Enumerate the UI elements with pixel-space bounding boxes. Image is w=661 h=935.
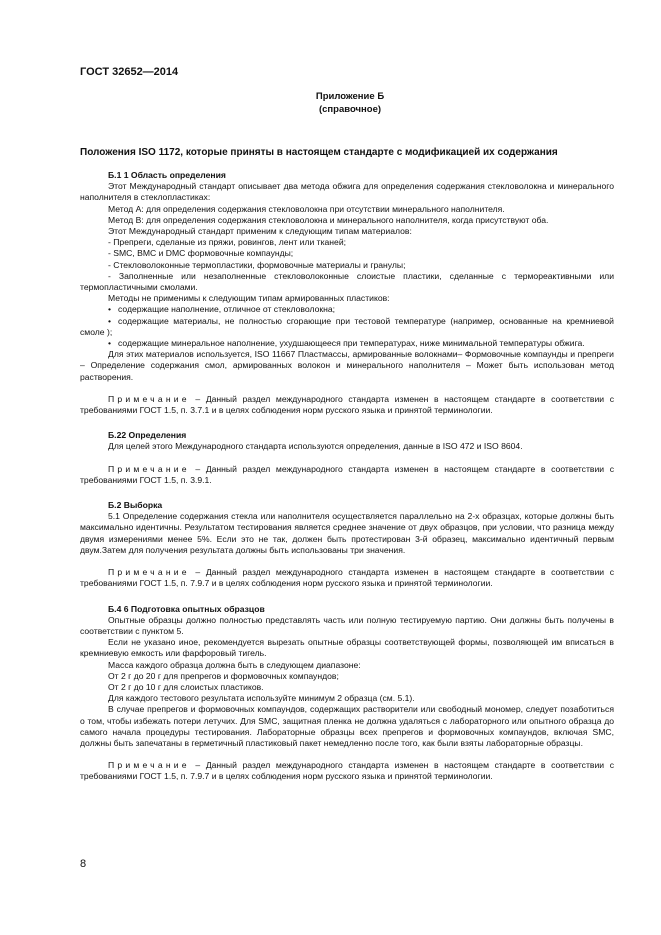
bullet-item [80, 304, 614, 315]
note [80, 760, 614, 782]
bullet-item [80, 316, 614, 338]
note-text: – Данный раздел международного стандарта изменен в настоящем стандарте в соответствии с требованиями ГОСТ 1.5, п. 7.9.7 и в целях соблюдения норм русского языка и принятой терминологии. [80, 567, 614, 589]
main-title: Положения ISO 1172, которые приняты в настоящем стандарте с модификацией их содержания [80, 147, 558, 158]
note [80, 567, 614, 589]
bullet-icon: • [108, 338, 112, 349]
page-number: 8 [80, 858, 87, 870]
note-label: Примечание [108, 463, 190, 474]
bullet-item [80, 338, 614, 349]
section-heading: Б.22 Определения [108, 430, 187, 441]
note-label: Примечание [108, 567, 190, 578]
section-heading: Б.2 Выборка [108, 500, 163, 511]
note-text: – Данный раздел международного стандарта изменен в настоящем стандарте в соответствии с требованиями ГОСТ 1.5, п. 3.9.1. [80, 463, 614, 485]
paragraph: Масса каждого образца должна быть в следующем диапазоне: [108, 659, 361, 670]
appendix-type: (справочное) [318, 104, 382, 115]
document-body [80, 170, 614, 783]
appendix-title: Приложение Б [315, 91, 385, 102]
paragraph: Для целей этого Международного стандарта используются определения, данные в ISO 472 и ISO 8604. [108, 441, 523, 452]
paragraph: От 2 г до 20 г для препрегов и формовочных компаундов; [108, 670, 339, 681]
list-item: - Препреги, сделаные из пряжи, ровингов, лент или тканей; [108, 237, 347, 248]
bullet-icon: • [108, 304, 112, 315]
note-text: – Данный раздел международного стандарта изменен в настоящем стандарте в соответствии с требованиями ГОСТ 1.5, п. 7.9.7 и в целях соблюдения норм русского языка и принятой терминологии. [80, 760, 614, 782]
paragraph: Методы не применимы к следующим типам армированных пластиков: [108, 293, 390, 304]
paragraph: Если не указано иное, рекомендуется вырезать опытные образцы соответствующей формы, позволяющей им вписаться в кремниевую емкость или фарфоровый тигель. [80, 637, 614, 659]
note [80, 464, 614, 486]
paragraph: Этот Международный стандарт описывает два метода обжига для определения содержания стекловолокна и минерального наполнителя в стеклопластиках: [80, 181, 614, 203]
note-label: Примечание [108, 393, 190, 404]
appendix-header [300, 90, 400, 116]
paragraph: Для каждого тестового результата используйте минимум 2 образца (см. 5.1). [108, 693, 415, 704]
paragraph: 5.1 Определение содержания стекла или наполнителя осуществляется параллельно на 2-х образцах, которые должны быть максимально идентичны. Результатом тестирования является среднее значение от двух образцов, при условии, что разница между двумя измерениями менее 5%. Если это не так, должен быть протестирован 3-й образец, максимально идентичный первым двум.Затем для получения результата должны быть использованы три значения. [80, 511, 614, 555]
document-code: ГОСТ 32652—2014 [80, 66, 179, 78]
bullet-icon: • [108, 315, 112, 326]
paragraph: Опытные образцы должно полностью представлять часть или полную тестируемую партию. Они должны быть получены в соответствии с пунктом 5. [80, 614, 614, 636]
paragraph: Метод В: для определения содержания стекловолокна и минерального наполнителя, когда присутствуют оба. [108, 214, 549, 225]
note-label: Примечание [108, 760, 190, 771]
bullet-text: содержащие наполнение, отличное от стекловолокна; [118, 304, 336, 315]
bullet-text: содержащие материалы, не полностью сгорающие при тестовой температуре (например, основанные на кремниевой смоле ); [80, 315, 614, 337]
paragraph: От 2 г до 10 г для слоистых пластиков. [108, 681, 264, 692]
list-item: - SMC, BMC и DMC формовочные компаунды; [108, 248, 294, 259]
paragraph: Метод А: для определения содержания стекловолокна при отсутствии минерального наполнителя. [108, 203, 505, 214]
note [80, 394, 614, 416]
paragraph: В случае препрегов и формовочных компаундов, содержащих растворители или свободный мономер, следует позаботиться о том, чтобы избежать потери летучих. Для SMC, защитная пленка не должна удаляться с лабораторного или опытного образца до самого начала процедуры тестирования. Лабораторные образцы всех препрегов и формовочных компаундов, включая SMC, должны быть запечатаны в герметичный пластиковый пакет немедленно после того, как были взяты лабораторные образцы. [80, 704, 614, 748]
paragraph: Этот Международный стандарт применим к следующим типам материалов: [108, 226, 412, 237]
note-text: – Данный раздел международного стандарта изменен в настоящем стандарте в соответствии с требованиями ГОСТ 1.5, п. 3.7.1 и в целях соблюдения норм русского языка и принятой терминологии. [80, 393, 614, 416]
list-item: - Стекловолоконные термопластики, формовочные материалы и гранулы; [108, 259, 406, 270]
section-heading: Б.1 1 Область определения [108, 170, 226, 180]
list-item: - Заполненные или незаполненные стекловолоконные слоистые пластики, сделанные с термореактивными или термопластичными смолами. [80, 270, 614, 293]
bullet-text: содержащие минеральное наполнение, ухудшающееся при температурах, ниже минимальной температуры обжига. [118, 338, 585, 349]
paragraph: Для этих материалов используется, ISO 11667 Пластмассы, армированные волокнами– Формовочные компаунды и препреги – Определение содержания смол, армированных волокон и минерального наполнителя – Может быть использован метод растворения. [80, 349, 614, 382]
section-heading: Б.4 6 Подготовка опытных образцов [108, 603, 265, 614]
